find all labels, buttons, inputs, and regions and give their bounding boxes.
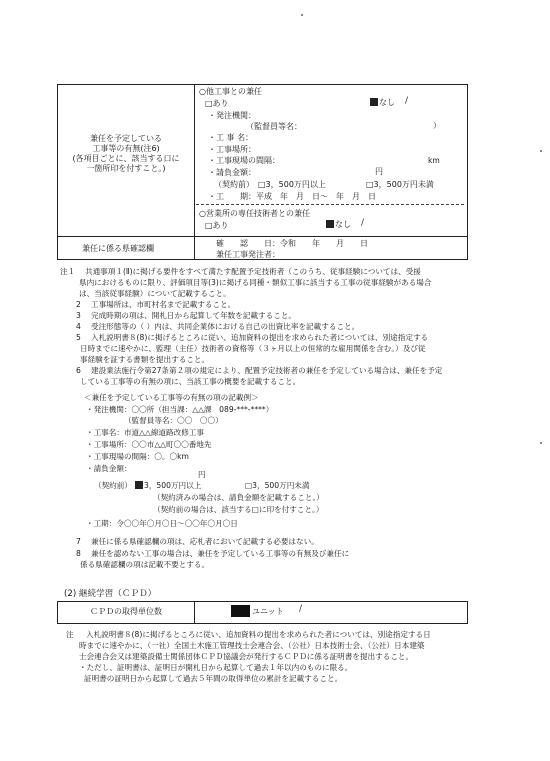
other-work-yes-option[interactable]: □あり: [205, 99, 229, 108]
confirm-person: 兼任工事発注者：: [216, 250, 280, 259]
note-5-line: 入札説明書８(8)に掲げるところに従い、追加資料の提出を求められた者については、別途指定する: [91, 333, 429, 342]
note-7-num: 7: [76, 537, 81, 546]
work-place-field: ・工事場所：: [208, 145, 256, 154]
period-field: ・工 期：平成 年 月 日〜 年 月 日: [208, 192, 376, 201]
amount-option-over[interactable]: □3，500万円以上: [258, 180, 326, 189]
scan-speck: [540, 150, 542, 152]
office-engineer-heading: ○営業所の専任技術者との兼任: [199, 209, 310, 218]
note-8-num: 8: [76, 549, 81, 558]
example-option-over: [135, 481, 201, 491]
scan-speck: [540, 442, 542, 444]
checkmark-icon: /: [299, 604, 303, 614]
example-supervisor: （監督員等名：〇〇 〇〇）: [124, 416, 223, 425]
cpd-label: ＣＰＤの取得単位数: [90, 607, 162, 616]
note-1-line: 共通事項１(Ⅱ)に掲げる要件をすべて満たす配置予定技術者（このうち、従事経験については、受援: [85, 267, 421, 276]
example-title: ＜兼任を予定している工事等の有無の項の記載例＞: [84, 393, 259, 402]
supervisor-field: （監督員等名：: [246, 122, 302, 131]
example-work-place: ・工事場所：〇〇市△△町〇〇番地先: [86, 440, 212, 449]
note-8-line: 兼任を認めない工事の場合は、兼任を予定している工事等の有無及び兼任に: [91, 549, 350, 558]
label-line: 兼任を予定している: [90, 134, 162, 143]
cpd-note-line: 証明書の証明日から起算して過去５年間の取得単位の累計を記載すること。: [84, 674, 343, 683]
note-6-line: している工事等の有無の項に、当該工事の概要を記載すること。: [80, 377, 301, 386]
checkmark-icon: /: [361, 218, 365, 228]
amount-unit: 円: [375, 167, 383, 176]
cpd-note-line: 入札説明書８(8)に掲げるところに従い、追加資料の提出を求められた者については、別途指定する日: [86, 630, 431, 639]
note-3-num: 3: [76, 311, 81, 320]
example-contract: （契約前）: [94, 481, 132, 490]
example-distance: ・工事現場の間隔：〇。〇km: [86, 452, 189, 461]
example-period: ・工期：令〇〇年〇月〇日〜〇〇年〇月〇日: [86, 519, 238, 528]
office-no-option[interactable]: [326, 220, 351, 230]
cpd-unit: ユニット: [252, 607, 284, 616]
scan-speck: [301, 14, 303, 16]
note-4-num: 4: [76, 322, 81, 331]
checked-box-icon: [135, 481, 143, 489]
note-4-text: 受注形態等の（ ）内は、共同企業体における自己の出資比率を記載すること。: [91, 322, 360, 331]
table-row-divider: [57, 236, 467, 237]
work-name-field: ・工 事 名：: [208, 133, 254, 142]
label-line: 一箇所印を付すこと。): [86, 164, 166, 173]
note-7-text: 兼任に係る県確認欄の項は、応札者において記載する必要はない。: [91, 537, 319, 546]
confirm-date: 確 認 日：令和 年 月 日: [216, 239, 368, 248]
section-divider: [196, 204, 464, 205]
note-5-num: 5: [76, 333, 81, 342]
label-line: 工事等の有無(注6): [92, 144, 160, 153]
checked-box-icon: [326, 220, 334, 228]
office-yes-option[interactable]: □あり: [205, 221, 229, 230]
other-work-no-option[interactable]: [370, 98, 395, 108]
cpd-note-line: 士会連合会又は建築設備士関係団体ＣＰＤ協議会が発行するＣＰＤに係る証明書を提出すること。: [79, 652, 414, 661]
note-5-line: 事経験を証する書類を提出すること。: [80, 355, 210, 364]
checkmark-icon: /: [405, 96, 409, 106]
note-8-line: 係る県確認欄の項は記載不要とする。: [80, 560, 210, 569]
note-1-label: 注１: [60, 267, 76, 276]
note-2-text: 工事場所は、市町村名まで記載すること。: [91, 300, 236, 309]
concurrent-work-label: [59, 134, 193, 174]
table-divider: [194, 84, 195, 259]
example-orderer: ・発注機関：〇〇所（担当課：△△課 089-***-****）: [86, 405, 274, 414]
no-label: なし: [335, 220, 351, 229]
note-2-num: 2: [76, 300, 81, 309]
note-6-num: 6: [76, 366, 81, 375]
example-work-name: ・工事名：市道△△線道路改修工事: [86, 428, 204, 437]
note-6-line: 建設業法施行令第27条第２項の規定により、配置予定技術者の兼任を予定している場合は、兼任を予定: [91, 366, 443, 375]
contract-prefix: （契約前）: [214, 180, 254, 189]
label-line: (各項目ごとに、該当する口に: [72, 154, 180, 163]
cpd-note-line: 時までに速やかに、（一社）全国土木施工管理技士会連合会、（公社）日本技術士会、（公社）日本建築: [79, 641, 425, 650]
checked-box-icon: [370, 98, 378, 106]
example-paren-1: （契約済みの場合は、請負金額を記載すること。）: [153, 493, 324, 502]
note-5-line: 日時までに速やかに、監理（主任）技術者の資格等（３ヶ月以上の恒常的な雇用関係を含む。）及び従: [80, 344, 426, 353]
cpd-note-label: 注: [66, 630, 74, 639]
distance-field: ・工事現場の間隔：: [208, 156, 280, 165]
cpd-section-title: (2) 継続学習（ＣＰＤ）: [64, 589, 157, 599]
example-paren-2: （契約前の場合は、該当する□に印を付すこと。）: [153, 505, 324, 514]
other-work-heading: ○他工事との兼任: [199, 87, 262, 96]
note-1-line: は、当該従事経験）について記載すること。: [79, 289, 231, 298]
cpd-table-divider: [194, 601, 195, 623]
note-3-text: 完成時期の項は、開札日から起算して年数を記載すること。: [91, 311, 297, 320]
amount-option-under[interactable]: □3，500万円未満: [366, 180, 434, 189]
supervisor-field-end: ）: [433, 121, 441, 130]
example-option-under: □3，500万円未満: [245, 481, 310, 490]
example-amount: ・請負金額：: [86, 464, 132, 473]
example-amount-unit: 円: [198, 470, 206, 479]
redacted-value: [231, 605, 250, 617]
amount-field: ・請負金額：: [208, 168, 256, 177]
no-label: なし: [379, 98, 395, 107]
cpd-note-line: ・ただし、証明書は、証明日が開札日から起算して過去１年以内のものに限る。: [79, 663, 353, 672]
distance-unit: km: [428, 156, 440, 165]
confirm-label: 兼任に係る県確認欄: [82, 244, 154, 253]
note-1-line: 県内におけるものに限り、評価項目等(3)に掲げる同種・類似工事に該当する工事の従事経験がある場合: [79, 278, 432, 287]
orderer-field: ・発注機関：: [208, 111, 256, 120]
option-label: 3，500万円以上: [144, 481, 202, 490]
